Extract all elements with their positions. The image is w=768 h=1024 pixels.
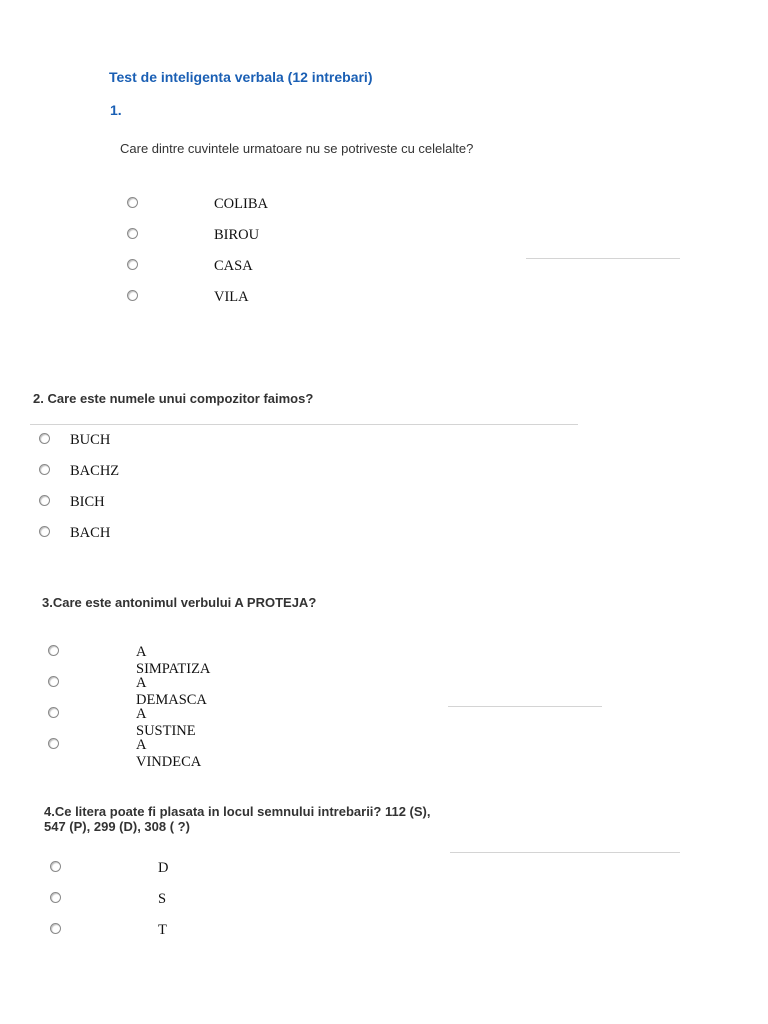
option-label: VILA bbox=[214, 289, 249, 305]
page-title: Test de inteligenta verbala (12 intrebari) bbox=[109, 69, 373, 85]
radio-button-icon[interactable] bbox=[50, 923, 61, 934]
question-2-text: 2. Care este numele unui compozitor faimos? bbox=[33, 391, 314, 406]
option-label: BIROU bbox=[214, 227, 260, 243]
radio-button-icon[interactable] bbox=[127, 197, 138, 208]
option-label: D bbox=[158, 860, 169, 876]
radio-button-icon[interactable] bbox=[39, 464, 50, 475]
option-label: A SUSTINE bbox=[136, 706, 196, 739]
divider bbox=[450, 852, 680, 853]
option-label: BACH bbox=[70, 525, 111, 541]
radio-button-icon[interactable] bbox=[48, 676, 59, 687]
radio-button-icon[interactable] bbox=[50, 861, 61, 872]
radio-button-icon[interactable] bbox=[39, 433, 50, 444]
radio-button-icon[interactable] bbox=[127, 259, 138, 270]
option-label: COLIBA bbox=[214, 196, 268, 212]
radio-button-icon[interactable] bbox=[127, 228, 138, 239]
option-label: T bbox=[158, 922, 167, 938]
divider bbox=[30, 424, 578, 425]
radio-button-icon[interactable] bbox=[39, 495, 50, 506]
radio-button-icon[interactable] bbox=[39, 526, 50, 537]
option-label: CASA bbox=[214, 258, 253, 274]
option-label: A VINDECA bbox=[136, 737, 202, 770]
radio-button-icon[interactable] bbox=[48, 738, 59, 749]
question-4-text: 4.Ce litera poate fi plasata in locul semnului intrebarii? 112 (S), 547 (P), 299 (D), 308 ( ?) bbox=[44, 804, 431, 834]
question-1-number: 1. bbox=[110, 102, 122, 118]
option-label: BUCH bbox=[70, 432, 111, 448]
option-label: BACHZ bbox=[70, 463, 120, 479]
question-3-text: 3.Care este antonimul verbului A PROTEJA? bbox=[42, 595, 317, 610]
divider bbox=[526, 258, 680, 259]
option-label: A DEMASCA bbox=[136, 675, 207, 708]
option-label: S bbox=[158, 891, 167, 907]
option-label: A SIMPATIZA bbox=[136, 644, 211, 677]
radio-button-icon[interactable] bbox=[48, 645, 59, 656]
radio-button-icon[interactable] bbox=[50, 892, 61, 903]
radio-button-icon[interactable] bbox=[127, 290, 138, 301]
option-label: BICH bbox=[70, 494, 105, 510]
divider bbox=[448, 706, 602, 707]
question-1-text: Care dintre cuvintele urmatoare nu se potriveste cu celelalte? bbox=[120, 141, 474, 156]
radio-button-icon[interactable] bbox=[48, 707, 59, 718]
